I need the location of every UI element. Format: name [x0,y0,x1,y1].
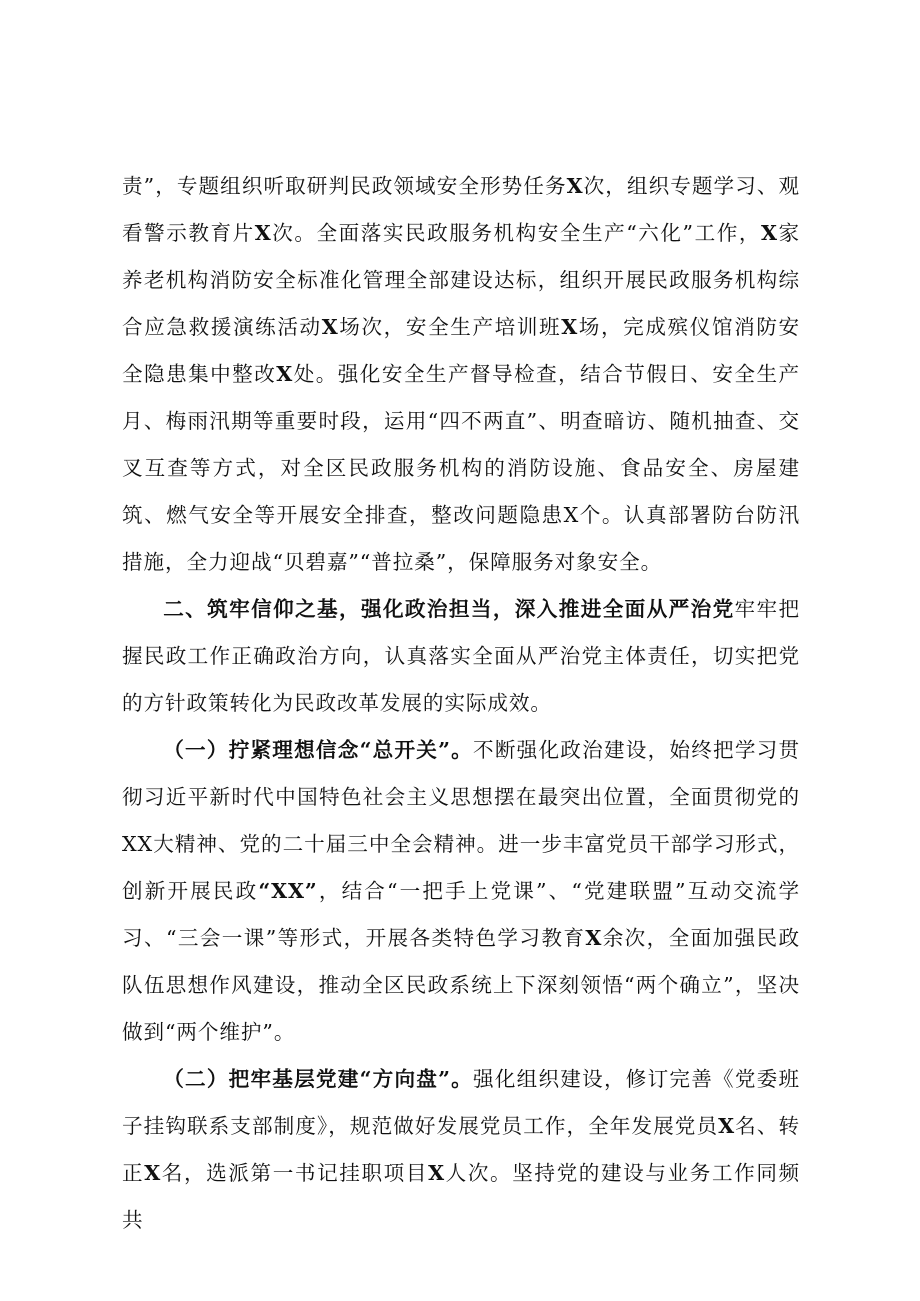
text-run: 强化组织建设，修订完善《党委班子挂钩联系支部制度》，规范做好发展党员工作，全年发展党员 [122,1067,800,1138]
text-run: ，结合“一把手上党课”、“党建联盟”互动交流学习、“三会一课”等形式，开展各类特色学习教育 [122,879,801,950]
section-heading-party-building [122,586,800,727]
text-run: 次，组织专题学习、观看警示教育片 [122,174,800,245]
bold-text-run: “XX” [258,879,318,903]
text-run: 名、转正 [122,1114,800,1185]
document-page [122,163,800,1244]
paragraph-safety-production [122,163,800,586]
bold-text-run: （二）把牢基层党建“方向盘”。 [163,1067,474,1091]
bold-text-run: X [718,1114,736,1138]
bold-text-run: X [585,926,603,950]
text-run: 名，选派第一书记挂职项目 [161,1161,429,1185]
bold-text-run: X [254,221,272,245]
text-run: 牢牢把握民政工作正确政治方向，认真落实全面从严治党主体责任，切实把党的方针政策转化为民政改革发展的实际成效。 [122,597,800,715]
text-run: 责”，专题组织听取研判民政领域安全形势任务 [122,174,567,198]
paragraph-ideals-beliefs [122,727,800,1056]
text-run: 余次，全面加强民政队伍思想作风建设，推动全区民政系统上下深刻领悟“两个确立”，坚决做到“两个维护”。 [122,926,800,1044]
bold-text-run: X [428,1161,445,1185]
bold-text-run: 二、筑牢信仰之基，强化政治担当，深入推进全面从严治党 [163,597,735,621]
bold-text-run: X [561,315,579,339]
bold-text-run: X [144,1161,162,1185]
text-run: 不断强化政治建设，始终把学习贯彻习近平新时代中国特色社会主义思想摆在最突出位置，全面贯彻党的XX大精神、党的二十届三中全会精神。进一步丰富党员干部学习形式，创新开展民政 [122,738,800,903]
text-run: 处。强化安全生产督导检查，结合节假日、安全生产月、梅雨汛期等重要时段，运用“四不两直”、明查暗访、随机抽查、交叉互查等方式，对全区民政服务机构的消防设施、食品安全、房屋建筑、燃气安全等开展安全排查，整改问题隐患X个。认真部署防台防汛措施，全力迎战“贝碧嘉”“普拉桑”，保障服务对象安全。 [122,362,800,574]
text-run: 场次，安全生产培训班 [338,315,562,339]
text-run: 场，完成殡仪馆消防安全隐患集中整改 [122,315,801,386]
bold-text-run: X [760,221,778,245]
text-run: 家养老机构消防安全标准化管理全部建设达标，组织开展民政服务机构综合应急救援演练活动 [122,221,800,339]
text-run: 人次。坚持党的建设与业务工作同频共 [122,1161,801,1232]
bold-text-run: X [566,174,584,198]
bold-text-run: X [276,362,294,386]
bold-text-run: （一）拧紧理想信念“总开关”。 [163,738,474,762]
paragraph-grassroots-party-building [122,1056,800,1244]
bold-text-run: X [321,315,339,339]
text-run: 次。全面落实民政服务机构安全生产“六化”工作， [271,221,761,245]
